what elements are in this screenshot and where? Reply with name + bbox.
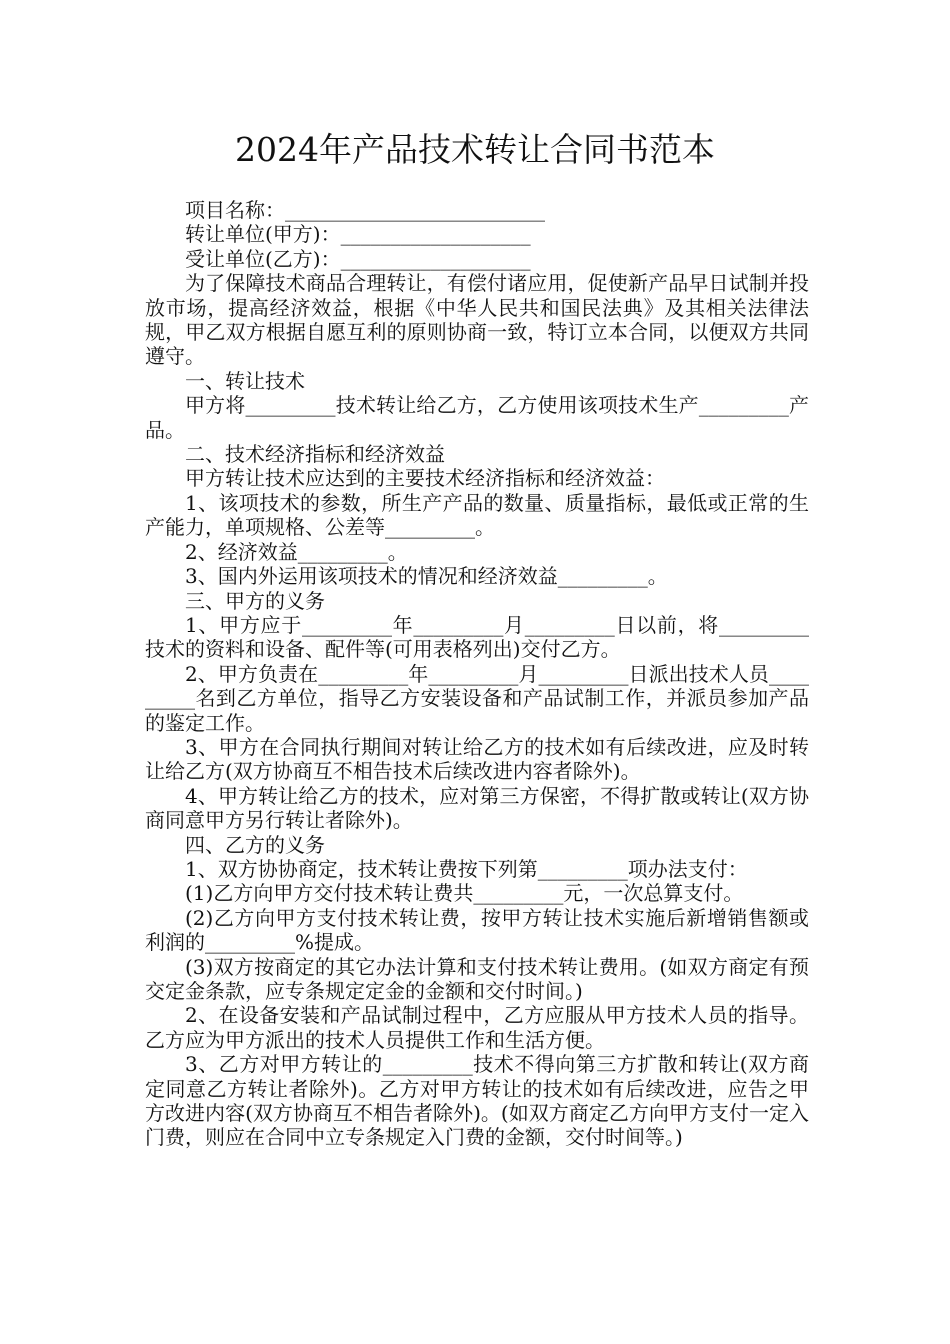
paragraph: 甲方将_________技术转让给乙方，乙方使用该项技术生产_________产品。 <box>145 393 809 442</box>
document-title: 2024年产品技术转让合同书范本 <box>235 130 715 169</box>
paragraph: 1、双方协协商定，技术转让费按下列第_________项办法支付： <box>185 856 748 881</box>
section-heading-2: 二、技术经济指标和经济效益 <box>185 442 445 467</box>
paragraph: 3、乙方对甲方转让的_________技术不得向第三方扩散和转让(双方商定同意乙方转让者除外)。乙方对甲方转让的技术如有后续改进，应告之甲方改进内容(双方协商互不相告者除外)。(如双方商定乙方向甲方支付一定入门费，则应在合同中立专条规定入门费的金额，交付时间等。) <box>145 1052 809 1150</box>
field-project-name: 项目名称：__________________________ <box>185 198 545 222</box>
paragraph: 4、甲方转让给乙方的技术，应对第三方保密，不得扩散或转让(双方协商同意甲方另行转让者除外)。 <box>145 783 809 833</box>
section-heading-4: 四、乙方的义务 <box>185 832 325 857</box>
paragraph: (3)双方按商定的其它办法计算和支付技术转让费用。(如双方商定有预交定金条款，应专条规定定金的金额和交付时间。) <box>145 954 809 1003</box>
paragraph: 甲方转让技术应达到的主要技术经济指标和经济效益： <box>185 466 665 491</box>
field-transferor: 转让单位(甲方)：___________________ <box>185 222 531 247</box>
paragraph: 2、甲方负责在_________年_________月_________日派出技术人员_________名到乙方单位，指导乙方安装设备和产品试制工作，并派员参加产品的鉴定工作。 <box>145 661 809 735</box>
paragraph: 1、甲方应于_________年_________月_________日以前，将_________技术的资料和设备、配件等(可用表格列出)交付乙方。 <box>145 612 809 662</box>
preamble-paragraph: 为了保障技术商品合理转让，有偿付诸应用，促使新产品早日试制并投放市场，提高经济效益，根据《中华人民共和国民法典》及其相关法律法规，甲乙双方根据自愿互利的原则协商一致，特订立本合同，以便双方共同遵守。 <box>145 271 809 369</box>
paragraph: (2)乙方向甲方支付技术转让费，按甲方转让技术实施后新增销售额或利润的_________%提成。 <box>145 905 809 955</box>
document-body <box>145 198 809 1150</box>
section-heading-1: 一、转让技术 <box>185 368 305 393</box>
paragraph: 2、经济效益_________。 <box>185 539 408 564</box>
paragraph: 2、在设备安装和产品试制过程中，乙方应服从甲方技术人员的指导。乙方应为甲方派出的技术人员提供工作和生活方便。 <box>145 1003 809 1052</box>
paragraph: (1)乙方向甲方交付技术转让费共_________元，一次总算支付。 <box>185 881 744 906</box>
paragraph: 1、该项技术的参数，所生产产品的数量、质量指标，最低或正常的生产能力，单项规格、公差等_________。 <box>145 490 809 540</box>
paragraph: 3、甲方在合同执行期间对转让给乙方的技术如有后续改进，应及时转让给乙方(双方协商互不相告技术后续改进内容者除外)。 <box>145 734 809 784</box>
section-heading-3: 三、甲方的义务 <box>185 588 325 613</box>
field-transferee: 受让单位(乙方)：___________________ <box>185 246 531 271</box>
paragraph: 3、国内外运用该项技术的情况和经济效益_________。 <box>185 564 668 589</box>
